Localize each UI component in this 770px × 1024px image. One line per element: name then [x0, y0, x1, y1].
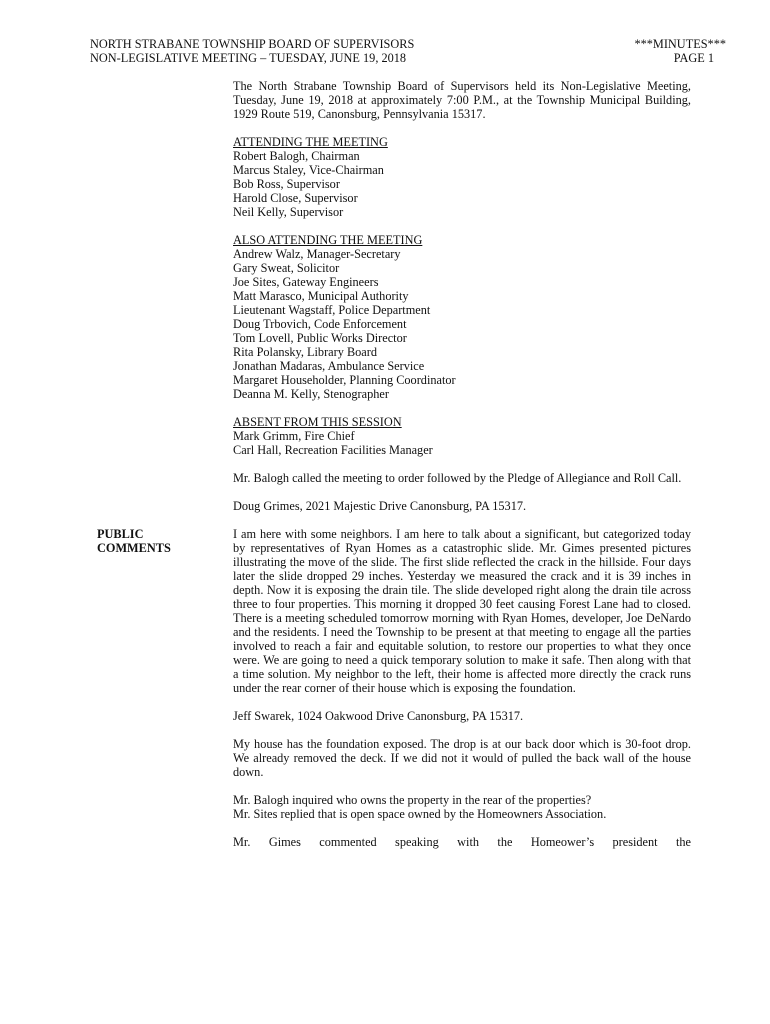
- staff-name: Lieutenant Wagstaff, Police Department: [233, 303, 431, 317]
- header-title-line2: NON-LEGISLATIVE MEETING – TUESDAY, JUNE 19, 2018: [90, 51, 407, 65]
- header-row-2: [90, 51, 726, 65]
- staff-name: Jonathan Madaras, Ambulance Service: [233, 359, 425, 373]
- attendee-name: Robert Balogh, Chairman: [233, 149, 360, 163]
- public-comments-label-line2: COMMENTS: [97, 541, 171, 555]
- absent-name: Mark Grimm, Fire Chief: [233, 429, 355, 443]
- balogh-inquiry: Mr. Balogh inquired who owns the property in the rear of the properties?: [233, 793, 592, 807]
- staff-name: Gary Sweat, Solicitor: [233, 261, 340, 275]
- absent-section: [233, 415, 691, 457]
- intro-paragraph: The North Strabane Township Board of Supervisors held its Non-Legislative Meeting, Tuesday, June 19, 2018 at approximately 7:00 P.M., at the Township Municipal Building, 1929 Route 519, Canonsburg, Pennsylvania 15317.: [233, 79, 691, 121]
- attendee-name: Neil Kelly, Supervisor: [233, 205, 344, 219]
- minutes-body: [233, 79, 691, 849]
- attending-section: [233, 135, 691, 219]
- staff-name: Andrew Walz, Manager-Secretary: [233, 247, 401, 261]
- speaker2-comment: My house has the foundation exposed. The drop is at our back door which is 30-foot drop. We already removed the deck. If we did not it would of pulled the back wall of the house down.: [233, 737, 691, 779]
- also-attending-section: [233, 233, 691, 401]
- header-row-1: [90, 37, 726, 51]
- sites-reply: Mr. Sites replied that is open space owned by the Homeowners Association.: [233, 807, 607, 821]
- public-comments-label: [97, 527, 171, 555]
- staff-name: Tom Lovell, Public Works Director: [233, 331, 407, 345]
- speaker2-line: Jeff Swarek, 1024 Oakwood Drive Canonsburg, PA 15317.: [233, 709, 524, 723]
- attending-heading: ATTENDING THE MEETING: [233, 135, 388, 149]
- header-title-line1: NORTH STRABANE TOWNSHIP BOARD OF SUPERVISORS: [90, 37, 415, 51]
- attendee-name: Marcus Staley, Vice-Chairman: [233, 163, 384, 177]
- staff-name: Doug Trbovich, Code Enforcement: [233, 317, 407, 331]
- staff-name: Deanna M. Kelly, Stenographer: [233, 387, 389, 401]
- attendee-name: Bob Ross, Supervisor: [233, 177, 340, 191]
- minutes-label: ***MINUTES***: [634, 37, 726, 51]
- also-attending-heading: ALSO ATTENDING THE MEETING: [233, 233, 423, 247]
- speaker1-comment: I am here with some neighbors. I am here to talk about a significant, but categorized today by representatives of Ryan Homes as a catastrophic slide. Mr. Gimes presented pictures illustrating the move of the slide. The first slide reflected the crack in the hillside. Four days later the slide dropped 29 inches. Yesterday we measured the crack and it is 39 inches in depth. Now it is exposing the drain tile. The slide developed right along the drain tile across three to four properties. This morning it dropped 30 feet causing Forest Lane had to closed. There is a meeting scheduled tomorrow morning with Ryan Homes, developer, Joe DeNardo and the residents. I need the Township to be present at that meeting to engage all the parties involved to reach a fair and equitable solution, to restore our properties to what they once were. We are going to need a quick temporary solution to make it safe. Then along with that a time solution. My neighbor to the left, their home is affected more directly the crack runs under the rear corner of their house which is exposing the foundation.: [233, 527, 691, 695]
- absent-name: Carl Hall, Recreation Facilities Manager: [233, 443, 433, 457]
- page-header: [90, 37, 726, 65]
- page-number: PAGE 1: [673, 51, 714, 65]
- staff-name: Joe Sites, Gateway Engineers: [233, 275, 379, 289]
- gimes-comment: Mr. Gimes commented speaking with the Homeower’s president the: [233, 835, 691, 849]
- staff-name: Margaret Householder, Planning Coordinator: [233, 373, 456, 387]
- staff-name: Rita Polansky, Library Board: [233, 345, 378, 359]
- call-to-order-paragraph: Mr. Balogh called the meeting to order followed by the Pledge of Allegiance and Roll Call.: [233, 471, 682, 485]
- attendee-name: Harold Close, Supervisor: [233, 191, 358, 205]
- public-comments-label-line1: PUBLIC: [97, 527, 144, 541]
- absent-heading: ABSENT FROM THIS SESSION: [233, 415, 402, 429]
- speaker1-line: Doug Grimes, 2021 Majestic Drive Canonsburg, PA 15317.: [233, 499, 527, 513]
- staff-name: Matt Marasco, Municipal Authority: [233, 289, 409, 303]
